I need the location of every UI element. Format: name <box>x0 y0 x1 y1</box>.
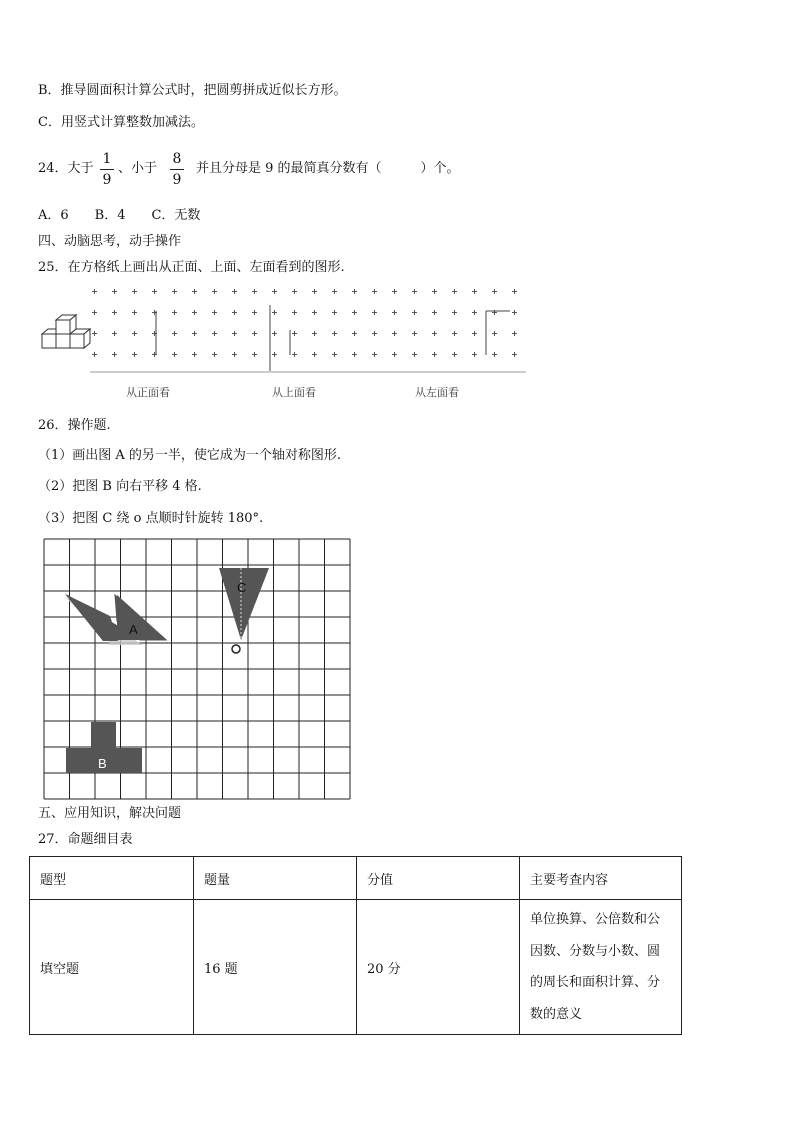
fraction-denominator: 9 <box>102 172 112 188</box>
content-line: 的周长和面积计算、分 <box>530 975 661 990</box>
table-header: 题型 <box>30 857 194 900</box>
view-label-left: 从左面看 <box>415 386 459 399</box>
section-4-heading: 四、动脑思考，动手操作 <box>38 234 182 249</box>
q24-fraction-1 <box>100 150 114 189</box>
shape-b-label: B <box>98 756 107 771</box>
content-line: 因数、分数与小数、圆 <box>530 943 661 959</box>
spec-table <box>29 856 682 1035</box>
q26-text: 26．操作题. <box>38 418 111 433</box>
q27-text: 27．命题细目表 <box>38 832 133 847</box>
fraction-numerator: 1 <box>102 151 112 167</box>
table-cell: 填空题 <box>30 900 194 1035</box>
table-cell: 20 分 <box>357 900 520 1035</box>
cube-stack-figure <box>40 310 96 350</box>
table-header: 题量 <box>194 857 357 900</box>
table-cell-content <box>520 900 682 1035</box>
q25-text: 25．在方格纸上画出从正面、上面、左面看到的图形. <box>38 260 345 275</box>
fraction-denominator: 9 <box>172 172 182 188</box>
q24-suffix: 并且分母是 9 的最简真分数有（ ）个。 <box>196 161 460 176</box>
q24-fraction-2 <box>170 150 184 189</box>
content-line: 数的意义 <box>530 1006 583 1022</box>
q26-3-text: （3）把图 C 绕 o 点顺时针旋转 180°. <box>38 511 264 526</box>
shape-a <box>65 594 167 645</box>
option-b-text: B．推导圆面积计算公式时，把圆剪拼成近似长方形。 <box>38 83 347 98</box>
q24-prefix: 24．大于 <box>38 161 94 176</box>
content-line: 单位换算、公倍数和公 <box>530 912 661 927</box>
table-header: 主要考查内容 <box>520 857 682 900</box>
section-5-heading: 五、应用知识，解决问题 <box>38 806 182 821</box>
dot-grid-paper <box>90 285 530 377</box>
operation-grid <box>43 538 351 800</box>
table-header-row <box>30 857 682 900</box>
option-c-text: C．用竖式计算整数加减法。 <box>38 115 204 130</box>
q26-1-text: （1）画出图 A 的另一半，使它成为一个轴对称图形. <box>38 448 342 463</box>
q24-options: A．6 B．4 C．无数 <box>38 208 201 223</box>
rotation-point-o <box>232 645 240 653</box>
q26-2-text: （2）把图 B 向右平移 4 格. <box>38 479 202 494</box>
table-cell: 16 题 <box>194 900 357 1035</box>
view-label-front: 从正面看 <box>126 386 170 399</box>
shape-a-label: A <box>129 622 138 637</box>
table-row <box>30 900 682 1035</box>
table-header: 分值 <box>357 857 520 900</box>
shape-c-label: C <box>237 580 247 595</box>
fraction-numerator: 8 <box>172 151 182 167</box>
view-label-top: 从上面看 <box>272 386 316 399</box>
q24-mid: 、小于 <box>118 161 158 176</box>
shape-c <box>219 568 269 640</box>
